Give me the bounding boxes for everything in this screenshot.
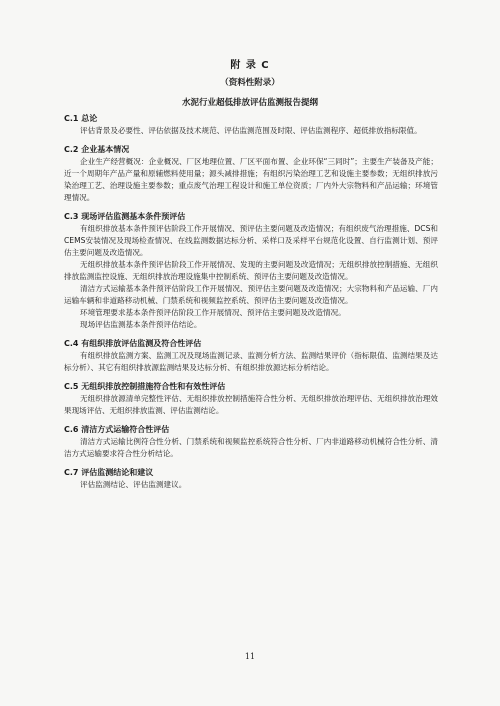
annex-title: 附 录 C: [230, 60, 270, 71]
paragraph: 环境管理要求基本条件预评估阶段工作开展情况、预评估主要问题及改造情况。: [80, 308, 346, 317]
paragraph: 评估背景及必要性、评估依据及技术规范、评估监测范围及时限、评估监测程序、超低排放指标限值。: [80, 126, 422, 135]
paragraph: 现场评估监测基本条件预评估结论。: [80, 320, 202, 329]
section-heading: C.2 企业基本情况: [64, 145, 130, 154]
section-heading: C.3 现场评估监测基本条件预评估: [64, 212, 186, 221]
paragraph: 有组织排放监测方案、监测工况及现场监测记录、监测分析方法、监测结果评价（指标限值、监测结果及达标分析）、其它有组织排放源监测结果及达标分析、有组织排放源达标分析结论。: [64, 351, 438, 372]
paragraph: 评估监测结论、评估监测建议。: [80, 480, 187, 489]
paragraph: 无组织排放源清单完整性评估、无组织排放控制措施符合性分析、无组织排放治理评估、无组织排放治理效果现场评估、无组织排放监测、评估监测结论。: [64, 394, 438, 415]
paragraph: 清洁方式运输比例符合性分析、门禁系统和视频监控系统符合性分析、厂内非道路移动机械符合性分析、清洁方式运输要求符合性分析结论。: [64, 437, 438, 458]
document-title: 水泥行业超低排放评估监测报告提纲: [181, 98, 318, 108]
section-c7: [64, 467, 438, 491]
section-c3: [64, 211, 438, 331]
annex-subtitle: （资料性附录）: [220, 78, 280, 88]
paragraph: 无组织排放基本条件预评估阶段工作开展情况、发现的主要问题及改造情况；无组织排放控制措施、无组织排放监测监控设施、无组织排放治理设施集中控制系统、预评估主要问题及改造情况。: [64, 260, 438, 281]
section-c4: [64, 338, 438, 374]
section-c2: [64, 144, 438, 204]
section-heading: C.4 有组织排放评估监测及符合性评估: [64, 339, 202, 348]
paragraph: 清洁方式运输基本条件预评估阶段工作开展情况、预评估主要问题及改造情况；大宗物料和产品运输、厂内运输车辆和非道路移动机械、门禁系统和视频监控系统、预评估主要问题及改造情况。: [64, 284, 438, 305]
page-number: 11: [244, 652, 256, 661]
paragraph: 有组织排放基本条件预评估阶段工作开展情况、预评估主要问题及改造情况；有组织废气治理措施、DCS和CEMS安装情况及现场检查情况、在线监测数据达标分析、采样口及采样平台规范化设置、自行监测计划、预评估主要问题及改造情况。: [64, 224, 438, 257]
content-body: [64, 113, 438, 498]
section-heading: C.5 无组织排放控制措施符合性和有效性评估: [64, 382, 226, 391]
section-heading: C.7 评估监测结论和建议: [64, 468, 154, 477]
section-c6: [64, 424, 438, 460]
section-heading: C.1 总论: [64, 114, 98, 123]
section-c5: [64, 381, 438, 417]
section-heading: C.6 清洁方式运输符合性评估: [64, 425, 170, 434]
paragraph: 企业生产经营概况：企业概况、厂区地理位置、厂区平面布置、企业环保“三同时”；主要生产装备及产能；近一个周期年产品产量和原辅燃料使用量；源头减排措施；有组织污染治理工艺和设施主要参数；无组织排放污染治理工艺、治理设施主要参数；重点废气治理工程设计和施工单位资质；厂内外大宗物料和产品运输；环境管理情况。: [64, 157, 438, 202]
section-c1: [64, 113, 438, 137]
